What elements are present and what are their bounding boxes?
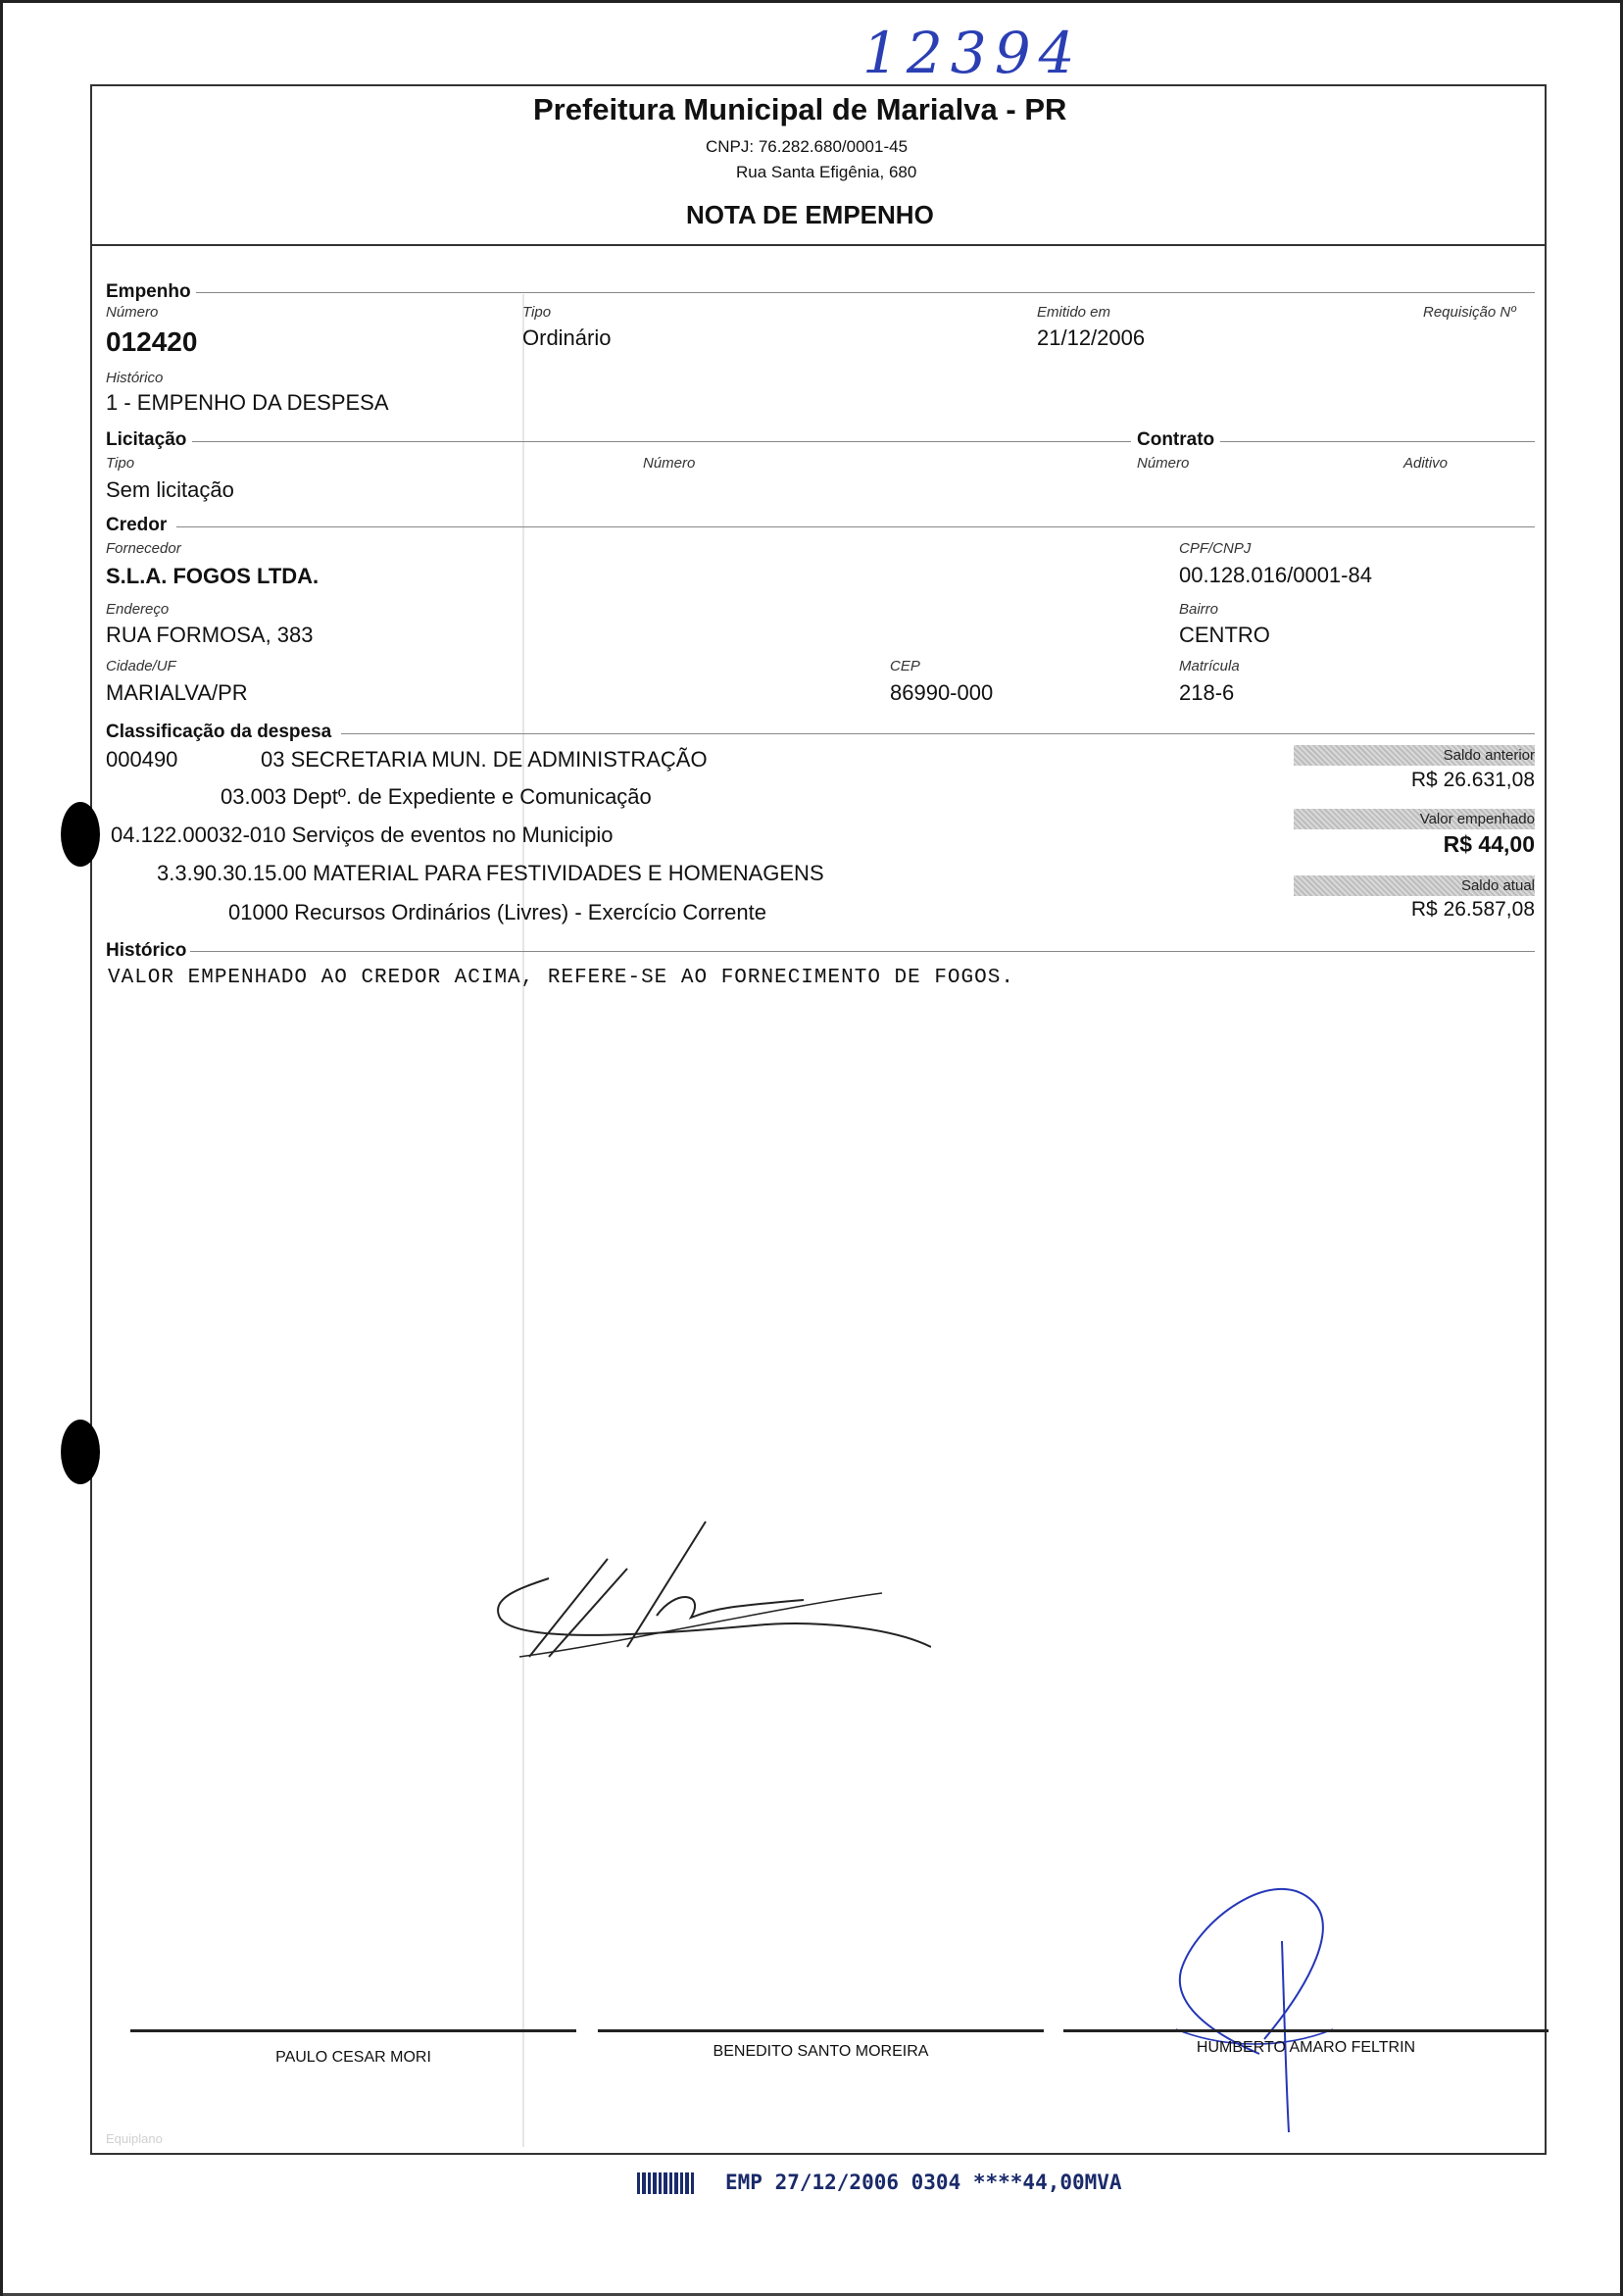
cep-label: CEP — [890, 658, 920, 674]
matricula-value: 218-6 — [1179, 680, 1235, 705]
classificacao-line-1: 03 SECRETARIA MUN. DE ADMINISTRAÇÃO — [261, 747, 708, 772]
signature-name-1: PAULO CESAR MORI — [275, 2049, 431, 2066]
licitacao-tipo-label: Tipo — [106, 455, 135, 472]
credor-rule — [176, 526, 1535, 527]
signature-name-3: HUMBERTO AMARO FELTRIN — [1196, 2039, 1416, 2056]
signature-line-2 — [598, 2029, 1044, 2032]
fornecedor-value: S.L.A. FOGOS LTDA. — [106, 564, 320, 588]
print-line: EMP 27/12/2006 0304 ****44,00MVA — [725, 2171, 1122, 2194]
contrato-numero-label: Número — [1137, 455, 1190, 472]
punch-hole-bottom — [61, 1420, 100, 1484]
scan-streak — [522, 294, 524, 2147]
endereco-label: Endereço — [106, 601, 170, 618]
signature-scribble-right — [1166, 1882, 1362, 2137]
header-separator — [90, 244, 1547, 246]
cpf-value: 00.128.016/0001-84 — [1179, 563, 1372, 587]
classificacao-section-title: Classificação da despesa — [106, 722, 332, 742]
classificacao-line-3: 04.122.00032-010 Serviços de eventos no Municipio — [111, 823, 614, 847]
saldo-atual-label: Saldo atual — [1460, 877, 1535, 894]
numero-label: Número — [106, 304, 159, 321]
classificacao-code: 000490 — [106, 747, 178, 772]
signature-line-3 — [1063, 2029, 1549, 2032]
signature-line-1 — [130, 2029, 576, 2032]
contrato-aditivo-label: Aditivo — [1403, 455, 1449, 472]
licitacao-rule — [192, 441, 1131, 442]
signature-name-2: BENEDITO SANTO MOREIRA — [713, 2043, 929, 2060]
tipo-label: Tipo — [522, 304, 552, 321]
fornecedor-label: Fornecedor — [106, 540, 181, 557]
cnpj-text: CNPJ: 76.282.680/0001-45 — [706, 137, 909, 156]
empenho-rule — [196, 292, 1535, 293]
valor-empenhado-value: R$ 44,00 — [1443, 831, 1535, 857]
valor-empenhado-label: Valor empenhado — [1419, 811, 1535, 827]
historico-rule — [190, 951, 1535, 952]
classificacao-line-4: 3.3.90.30.15.00 MATERIAL PARA FESTIVIDADES E HOMENAGENS — [157, 861, 824, 885]
classificacao-rule — [341, 733, 1535, 734]
saldo-anterior-label: Saldo anterior — [1443, 747, 1535, 764]
saldo-atual-value: R$ 26.587,08 — [1410, 898, 1535, 921]
endereco-value: RUA FORMOSA, 383 — [106, 623, 314, 647]
cidade-value: MARIALVA/PR — [106, 680, 248, 705]
document-title: NOTA DE EMPENHO — [686, 200, 934, 229]
cpf-label: CPF/CNPJ — [1179, 540, 1252, 557]
saldo-anterior-value: R$ 26.631,08 — [1410, 769, 1535, 791]
bairro-label: Bairro — [1179, 601, 1219, 618]
contrato-section-title: Contrato — [1137, 429, 1215, 450]
classificacao-line-5: 01000 Recursos Ordinários (Livres) - Exercício Corrente — [228, 900, 766, 924]
barcode-mark — [637, 2172, 696, 2194]
credor-section-title: Credor — [106, 515, 168, 535]
historico-text: VALOR EMPENHADO AO CREDOR ACIMA, REFERE-SE AO FORNECIMENTO DE FOGOS. — [108, 967, 1014, 989]
historico-section-title: Histórico — [106, 940, 187, 961]
requisicao-label: Requisição Nº — [1423, 304, 1516, 321]
address-text: Rua Santa Efigênia, 680 — [736, 163, 917, 181]
empenho-emitido: 21/12/2006 — [1037, 325, 1146, 350]
classificacao-line-2: 03.003 Deptº. de Expediente e Comunicação — [221, 784, 652, 809]
matricula-label: Matrícula — [1179, 658, 1240, 674]
emitido-label: Emitido em — [1037, 304, 1111, 321]
cep-value: 86990-000 — [890, 680, 994, 705]
empenho-historico: 1 - EMPENHO DA DESPESA — [106, 390, 389, 415]
signature-scribble-center — [480, 1510, 931, 1686]
licitacao-tipo: Sem licitação — [106, 477, 234, 502]
punch-hole-top — [61, 802, 100, 867]
contrato-rule — [1220, 441, 1535, 442]
empenho-numero: 012420 — [106, 326, 198, 357]
cidade-label: Cidade/UF — [106, 658, 176, 674]
historico-label-empenho: Histórico — [106, 370, 164, 386]
faint-footer-text: Equiplano — [106, 2131, 163, 2146]
municipality-title: Prefeitura Municipal de Marialva - PR — [533, 92, 1067, 126]
bairro-value: CENTRO — [1179, 623, 1270, 647]
licitacao-numero-label: Número — [643, 455, 696, 472]
handwritten-number: 12394 — [862, 20, 1083, 86]
empenho-section-title: Empenho — [106, 281, 191, 302]
empenho-tipo: Ordinário — [522, 325, 612, 350]
licitacao-section-title: Licitação — [106, 429, 187, 450]
